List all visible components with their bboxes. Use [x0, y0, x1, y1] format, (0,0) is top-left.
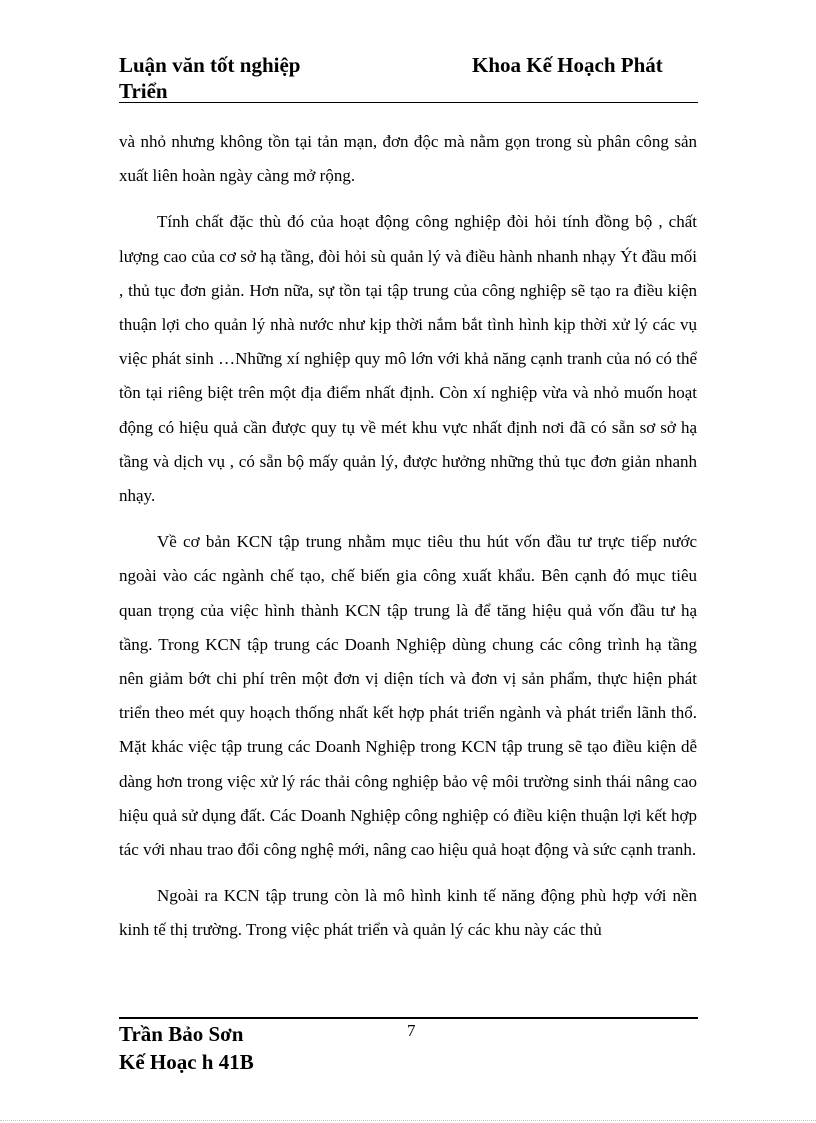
page-bottom-edge [0, 1120, 816, 1121]
header-faculty-name: Khoa Kế Hoạch Phát [472, 53, 663, 77]
footer-class-name: Kế Hoạc h 41B [119, 1050, 254, 1074]
header-divider [119, 102, 698, 103]
paragraph: Về cơ bản KCN tập trung nhằm mục tiêu thu hút vốn đầu tư trực tiếp nước ngoài vào các ngành chế tạo, chế biến gia công xuất khẩu. Bên cạnh đó mục tiêu quan trọng của việc hình thành KCN tập trung là để tăng hiệu quả vốn đầu tư hạ tầng. Trong KCN tập trung các Doanh Nghiệp dùng chung các công trình hạ tầng nên giảm bớt chi phí trên một đơn vị diện tích và đơn vị sản phẩm, thực hiện phát triển theo mét quy hoạch thống nhất kết hợp phát triển ngành và phát triển lãnh thổ. Mặt khác việc tập trung các Doanh Nghiệp trong KCN tập trung sẽ tạo điều kiện dễ dàng hơn trong việc xử lý rác thải công nghiệp bảo vệ môi trường sinh thái nâng cao hiệu quả sử dụng đất. Các Doanh Nghiệp công nghiệp có điều kiện thuận lợi kết hợp tác với nhau trao đổi công nghệ mới, nâng cao hiệu quả hoạt động và sức cạnh tranh. [119, 532, 697, 860]
paragraph: Ngoài ra KCN tập trung còn là mô hình kinh tế năng động phù hợp với nền kinh tế thị trường. Trong việc phát triển và quản lý các khu này các thủ [119, 886, 697, 940]
footer-author-name: Trần Bảo Sơn [119, 1022, 244, 1046]
body-text [119, 125, 697, 960]
header-faculty-name-continued: Triển [119, 79, 168, 103]
page-number: 7 [407, 1021, 416, 1040]
footer-divider [119, 1017, 698, 1019]
paragraph: Tính chất đặc thù đó của hoạt động công nghiệp đòi hỏi tính đồng bộ , chất lượng cao của cơ sở hạ tầng, đòi hỏi sù quản lý và điều hành nhanh nhạy Ýt đầu mối , thủ tục đơn giản. Hơn nữa, sự tồn tại tập trung của công nghiệp sẽ tạo ra điều kiện thuận lợi cho quản lý nhà nước như kịp thời nắm bắt tình hình kịp thời xử lý các vụ việc phát sinh …Những xí nghiệp quy mô lớn với khả năng cạnh tranh của nó có thể tồn tại riêng biệt trên một địa điểm nhất định. Còn xí nghiệp vừa và nhỏ muốn hoạt động có hiệu quả cần được quy tụ về mét khu vực nhất định nơi đã có sẵn sơ sở hạ tầng và dịch vụ , có sẵn bộ mấy quản lý, được hưởng những thủ tục đơn giản nhanh nhạy. [119, 212, 697, 506]
header-thesis-title: Luận văn tốt nghiệp [119, 53, 301, 77]
paragraph-continued: và nhỏ nhưng không tồn tại tản mạn, đơn độc mà nằm gọn trong sù phân công sản xuất liên hoàn ngày càng mở rộng. [119, 132, 697, 186]
